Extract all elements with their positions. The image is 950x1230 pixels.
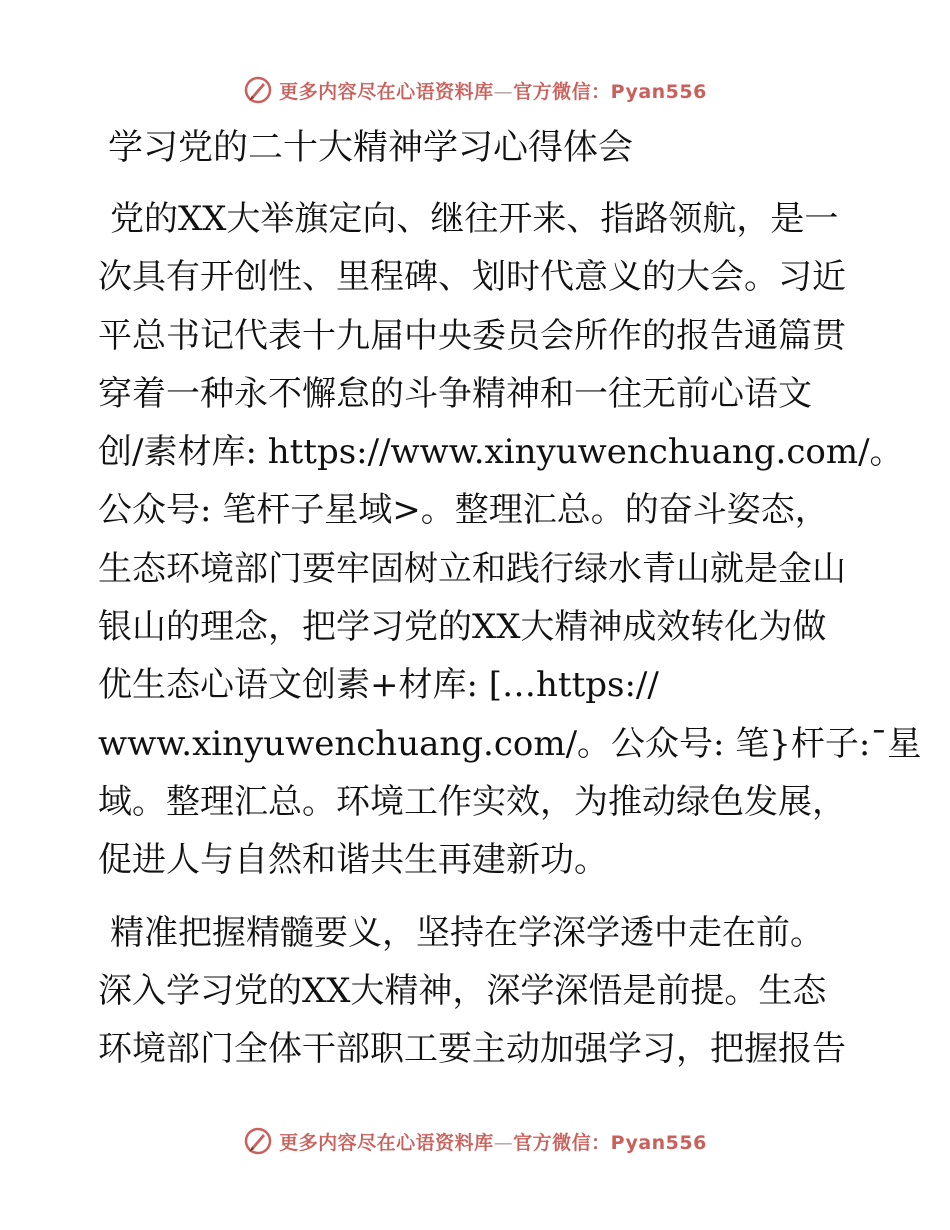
header-banner bbox=[0, 70, 950, 110]
footer-banner bbox=[0, 1121, 950, 1161]
document-title: 学习党的二十大精神学习心得体会 bbox=[108, 128, 634, 168]
banner-site-text: 更多内容尽在心语资料库 bbox=[279, 80, 494, 103]
text-line: 公众号: 笔杆子星域>。整理汇总。的奋斗姿态， bbox=[98, 490, 829, 531]
banner-dash: — bbox=[493, 1131, 514, 1154]
quill-pen-logo-icon bbox=[243, 75, 273, 105]
document-body bbox=[98, 120, 922, 1092]
text-line: 域。整理汇总。环境工作实效，为推动绿色发展， bbox=[98, 781, 846, 822]
text-line: 精准把握精髓要义，坚持在学深学透中走在前。 bbox=[110, 912, 824, 953]
banner-dash: — bbox=[493, 80, 514, 103]
banner-text bbox=[279, 1128, 707, 1155]
text-line: 银山的理念，把学习党的XX大精神成效转化为做 bbox=[98, 607, 827, 648]
text-line: www.xinyuwenchuang.com/。公众号: 笔}杆子:¯星 bbox=[98, 723, 922, 764]
text-line: 平总书记代表十九届中央委员会所作的报告通篇贯 bbox=[98, 315, 846, 356]
text-line: 生态环境部门要牢固树立和践行绿水青山就是金山 bbox=[98, 548, 846, 589]
text-line: 党的XX大举旗定向、继往开来、指路领航，是一 bbox=[110, 199, 839, 239]
text-line: 创/素材库: https://www.xinyuwenchuang.com/。 bbox=[98, 432, 904, 473]
text-line: 促进人与自然和谐共生再建新功。 bbox=[98, 840, 608, 881]
text-line: 优生态心语文创素+材库: […https:// bbox=[98, 665, 659, 706]
banner-text bbox=[279, 77, 707, 104]
banner-wechat-text: 官方微信：Pyan556 bbox=[513, 1131, 707, 1154]
text-line: 穿着一种永不懈怠的斗争精神和一往无前心语文 bbox=[98, 373, 812, 414]
paragraph-2 bbox=[98, 904, 858, 1079]
paragraph-1 bbox=[98, 190, 922, 890]
text-line: 环境部门全体干部职工要主动加强学习，把握报告 bbox=[98, 1029, 846, 1070]
quill-pen-logo-icon bbox=[243, 1126, 273, 1156]
text-line: 次具有开创性、里程碑、划时代意义的大会。习近 bbox=[98, 257, 846, 298]
text-line: 深入学习党的XX大精神，深学深悟是前提。生态 bbox=[98, 970, 827, 1011]
banner-site-text: 更多内容尽在心语资料库 bbox=[279, 1131, 494, 1154]
banner-wechat-text: 官方微信：Pyan556 bbox=[513, 80, 707, 103]
